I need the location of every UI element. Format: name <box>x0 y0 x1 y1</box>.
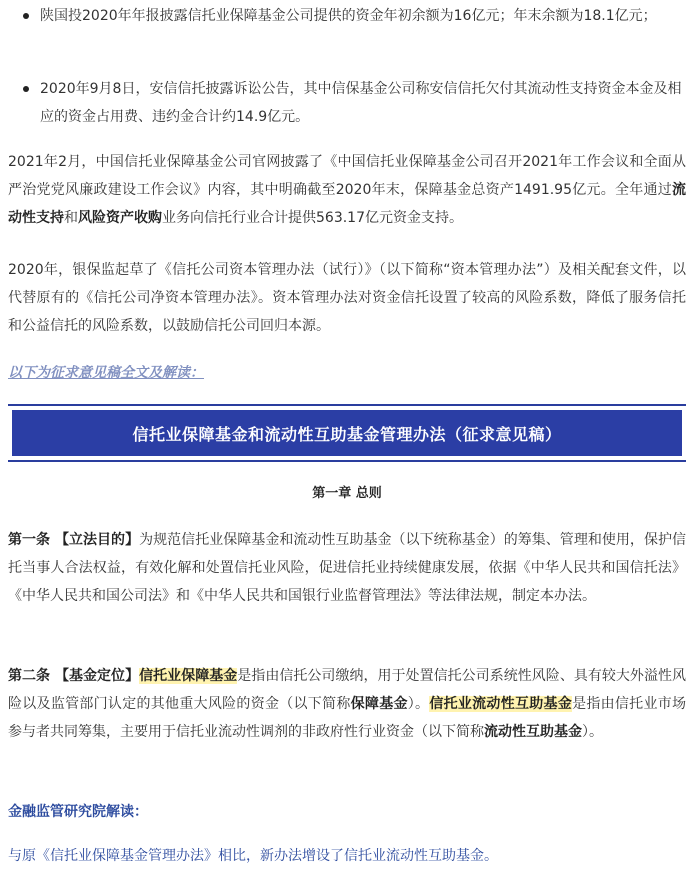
article-2-bold-a: 保障基金 <box>350 696 408 712</box>
paragraph-fund-assets <box>8 148 686 232</box>
article-2-text-a: 是指由信托公司缴纳，用于处置信托公司系统性风险、具有较大外溢性风险以及监管部门认定的其他重大风险的资金（以下简称 <box>8 668 687 712</box>
para1-text-a: 2021年2月，中国信托业保障基金公司官网披露了《中国信托业保障基金公司召开2021年工作会议和全面从严治党党风廉政建设工作会议》内容，其中明确截至2020年末，保障基金总资产1491.95亿元。全年通过 <box>8 154 686 198</box>
commentary-title: 金融监管研究院解读： <box>8 804 148 820</box>
article-1-label: 第一条 【立法目的】 <box>8 532 140 548</box>
article-2-bold-b: 流动性互助基金 <box>484 724 582 740</box>
article-1 <box>8 526 686 610</box>
highlight-guarantee-fund: 信托业保障基金 <box>139 668 238 684</box>
para1-bold-risk-assets: 风险资产收购 <box>78 210 162 226</box>
article-2-label: 第二条 【基金定位】 <box>8 668 140 684</box>
para1-text-c: 业务向信托行业合计提供563.17亿元资金支持。 <box>162 210 463 226</box>
para1-bold-liquidity: 流动性支持 <box>8 182 686 226</box>
article-2 <box>8 662 686 746</box>
article-1-text: 为规范信托业保障基金和流动性互助基金（以下统称基金）的筹集、管理和使用，保护信托当事人合法权益，有效化解和处置信托业风险，促进信托业持续健康发展，依据《中华人民共和国信托法》《中华人民共和国公司法》和《中华人民共和国银行业监督管理法》等法律法规，制定本办法。 <box>8 532 686 604</box>
highlight-liquidity-fund: 信托业流动性互助基金 <box>429 696 573 712</box>
article-2-text-c: 是指由信托业市场参与者共同筹集，主要用于信托业流动性调剂的非政府性行业资金（以下简称 <box>8 696 687 740</box>
bullet-item-2 <box>40 75 684 131</box>
paragraph-capital-rules: 2020年，银保监起草了《信托公司资本管理办法（试行）》（以下简称“资本管理办法”）及相关配套文件，以代替原有的《信托公司净资本管理办法》。资本管理办法对资金信托设置了较高的风险系数，降低了服务信托和公益信托的风险系数，以鼓励信托公司回归本源。 <box>8 262 686 334</box>
banner-title: 信托业保障基金和流动性互助基金管理办法（征求意见稿） <box>12 410 682 456</box>
article-2-text-d: ）。 <box>582 724 603 740</box>
bullet-dot-icon <box>23 13 29 19</box>
bullet-text-2: 2020年9月8日，安信信托披露诉讼公告，其中信保基金公司称安信信托欠付其流动性支持资金本金及相应的资金占用费、违约金合计约14.9亿元。 <box>40 81 682 125</box>
para1-text-b: 和 <box>64 210 78 226</box>
bullet-item-1 <box>40 2 684 30</box>
title-banner <box>8 404 686 462</box>
bullet-text-1: 陕国投2020年年报披露信托业保障基金公司提供的资金年初余额为16亿元；年末余额为18.1亿元； <box>40 8 657 24</box>
article-2-text-b: ）。 <box>407 696 430 712</box>
draft-link[interactable]: 以下为征求意见稿全文及解读： <box>8 365 204 381</box>
bullet-dot-icon <box>23 86 29 92</box>
commentary-text: 与原《信托业保障基金管理办法》相比，新办法增设了信托业流动性互助基金。 <box>8 848 498 864</box>
chapter-title: 第一章 总则 <box>312 486 382 501</box>
